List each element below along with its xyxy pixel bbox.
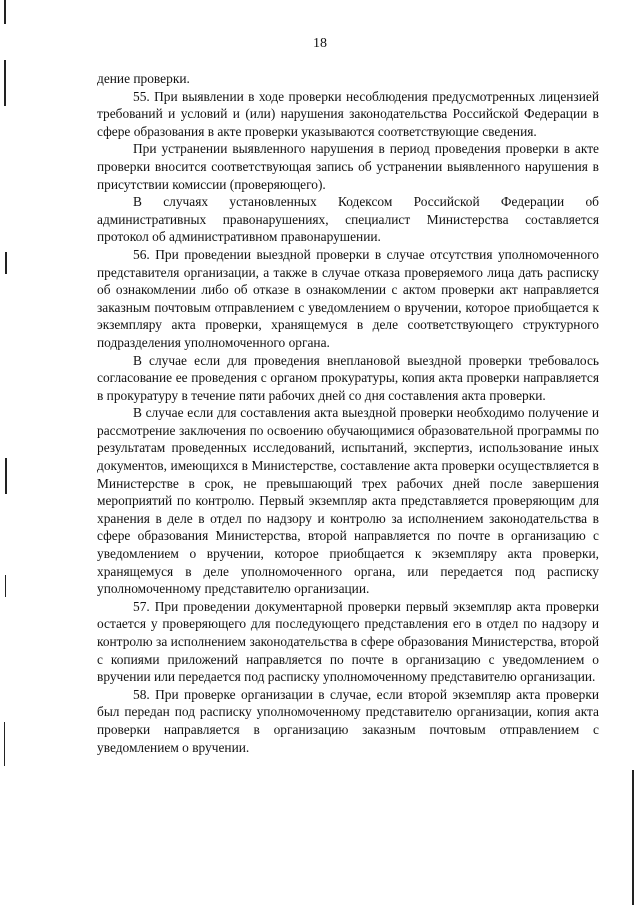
paragraph-57: 57. При проведении документарной проверки первый экземпляр акта проверки остается у проверяющего для последующего представления его в отдел по надзору и контролю за исполнением законодательства в сфере образования Министерства, второй с копиями приложений направляется по почте в организацию с уведомлением о вручении или передается под расписку уполномоченному представителю организации.	[97, 598, 599, 685]
paragraph-56: 56. При проведении выездной проверки в случае отсутствия уполномоченного представителя организации, а также в случае отказа проверяемого лица дать расписку об ознакомлении либо об отказе в ознакомлении с актом проверки акт направляется заказным почтовым отправлением с уведомлением о вручении, которое приобщается к экземпляру акта проверки, хранящемуся в деле соответствующего структурного подразделения уполномоченного органа.	[97, 246, 599, 350]
scan-mark-left-bottom	[4, 722, 5, 766]
scan-mark-left-upper	[4, 60, 6, 106]
document-body	[97, 70, 599, 756]
scan-mark-left-middle	[5, 252, 7, 274]
paragraph-prosecutor: В случае если для проведения внеплановой выездной проверки требовалось согласование ее проведения с органом прокуратуры, копия акта проверки направляется в прокуратуру в течение пяти рабочих дней со дня составления акта проверки.	[97, 352, 599, 403]
paragraph-55: 55. При выявлении в ходе проверки несоблюдения предусмотренных лицензией требований и условий и (или) нарушения законодательства Российской Федерации в сфере образования в акте проверки указываются соответствующие сведения.	[97, 88, 599, 139]
scan-mark-right-bottom	[632, 770, 634, 905]
paragraph-protocol: В случаях установленных Кодексом Российской Федерации об административных правонарушениях, специалист Министерства составляется протокол об административном правонарушении.	[97, 194, 599, 245]
paragraph-58: 58. При проверке организации в случае, если второй экземпляр акта проверки был передан под расписку уполномоченному представителю организации, копия акта проверки направляется в организацию заказным почтовым отправлением с уведомлением о вручении.	[97, 686, 599, 755]
page-number: 18	[313, 36, 327, 51]
paragraph-expertise: В случае если для составления акта выездной проверки необходимо получение и рассмотрение заключения по освоению обучающимися образовательной программы по результатам проведенных исследований, испытаний, экспертиз, использование иных документов, имеющихся в Министерстве, составление акта проверки осуществляется в Министерстве в срок, не превышающий трех рабочих дней после завершения мероприятий по контролю. Первый экземпляр акта представляется проверяющим для хранения в деле в отдел по надзору и контролю за исполнением законодательства в сфере образования Министерства, второй направляется по почте в организацию с уведомлением о вручении, которое приобщается к экземпляру акта проверки, хранящемуся в деле уполномоченного органа, или передается под расписку уполномоченному представителю организации.	[97, 405, 599, 597]
scan-mark-left-dots	[5, 575, 6, 597]
paragraph-violation-fix: При устранении выявленного нарушения в период проведения проверки в акте проверки вносится соответствующая запись об устранении выявленного нарушения в присутствии комиссии (проверяющего).	[97, 141, 599, 192]
paragraph-continuation: дение проверки.	[97, 71, 190, 86]
scan-mark-left-top	[4, 0, 6, 24]
scan-mark-left-lower	[5, 458, 7, 494]
